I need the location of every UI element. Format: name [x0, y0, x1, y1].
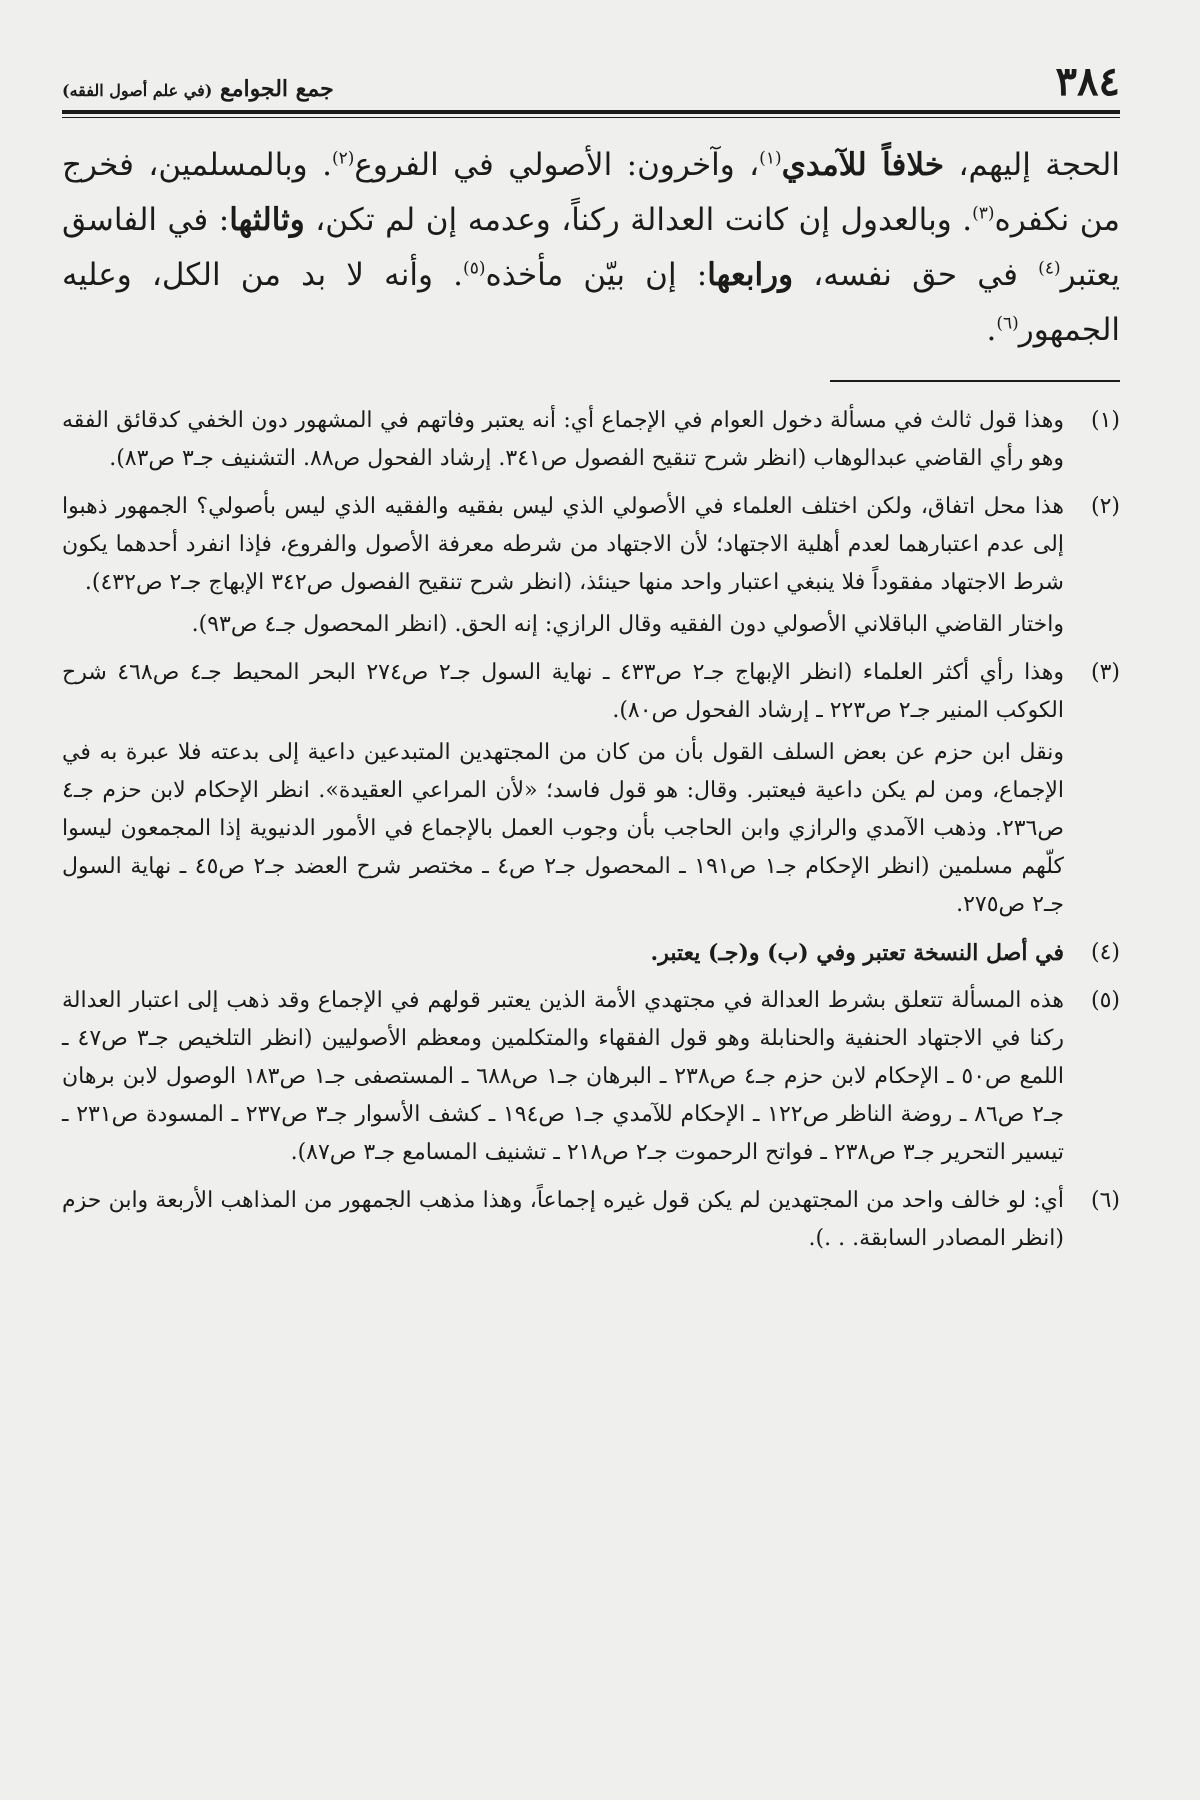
main-text-segment: وبالمسلمين، فخرج من نكفره — [62, 147, 1120, 238]
footnote-paragraph: هذه المسألة تتعلق بشرط العدالة في مجتهدي الأمة الذين يعتبر قولهم في الإجماع وقد ذهب إلى اعتبار العدالة ركنا في الاجتهاد الحنفية والحنابلة وهو قول الفقهاء والمتكلمين ومعظم الأصوليين (انظر التلخيص جـ٣ ص٤٧ ـ اللمع ص٥٠ ـ الإحكام لابن حزم جـ٤ ص٢٣٨ ـ البرهان جـ١ ص٦٨٨ ـ المستصفى جـ١ ص١٨٣ الوصول لابن برهان جـ٢ ص٨٦ ـ روضة الناظر ص١٢٢ ـ الإحكام للآمدي جـ١ ص١٩٤ ـ كشف الأسوار جـ٣ ص٢٣٧ ـ المسودة ص٢٣١ ـ تيسير التحرير جـ٣ ص٢٣٨ ـ فواتح الرحموت جـ٢ ص٢١٨ ـ تشنيف المسامع جـ٣ ص٨٧). — [62, 988, 1065, 1165]
footnote-number: (٢) — [1090, 494, 1120, 519]
footnote-paragraph: واختار القاضي الباقلاني الأصولي دون الفقيه وقال الرازي: إنه الحق. (انظر المحصول جـ٤ ص٩٣). — [191, 612, 1064, 637]
footnote-paragraph: هذا محل اتفاق، ولكن اختلف العلماء في الأصولي الذي ليس بفقيه والفقيه الذي ليس بأصولي؟ الجمهور ذهبوا إلى عدم اعتبارهما لعدم أهلية الاجتهاد؛ لأن الاجتهاد من شرطه معرفة الأصول والفروع، فإذا انفرد أحدهما يكون شرط الاجتهاد مفقوداً فلا ينبغي اعتبار واحد منها حينئذ، (انظر شرح تنقيح الفصول ص٣٤٢ الإبهاج جـ٢ ص٤٣٢). — [62, 494, 1064, 595]
main-text-segment: : إن بيّن — [583, 257, 708, 293]
footnote — [62, 1182, 1120, 1262]
footnote-paragraph: وهذا رأي أكثر العلماء (انظر الإبهاج جـ٢ ص٤٣٣ ـ نهاية السول جـ٢ ص٢٧٤ البحر المحيط جـ٤ ص٤٦٨ شرح الكوكب المنير جـ٢ ص٢٢٣ ـ إرشاد الفحول ص٨٠). — [62, 660, 1065, 723]
main-text-bold: خلافاً للآمدي — [781, 147, 945, 183]
footnote — [62, 654, 1120, 928]
footnote-paragraph: وهذا قول ثالث في مسألة دخول العوام في الإجماع أي: أنه يعتبر وفاتهم في المشهور دون الخفي كدقائق الفقه وهو رأي القاضي عبدالوهاب (انظر شرح تنقيح الفصول ص٣٤١. إرشاد الفحول ص٨٨. التشنيف جـ٣ ص٨٣). — [62, 408, 1064, 471]
footnote-number: (٤) — [1090, 940, 1120, 965]
footnote — [62, 402, 1120, 482]
main-text-segment: في حق نفسه، — [793, 257, 1039, 293]
main-text-segment: : في الفاسق يعتبر — [62, 202, 1120, 293]
footnote-number: (٥) — [1090, 988, 1120, 1013]
book-title: جمع الجوامع — [220, 76, 334, 102]
footnote-number: (٣) — [1090, 660, 1120, 685]
footnote-number: (١) — [1090, 408, 1120, 433]
footnote — [62, 982, 1120, 1176]
main-text-segment: الحجة إليهم، — [944, 147, 1120, 183]
page-header — [62, 52, 1120, 105]
footnotes-section — [62, 402, 1120, 1262]
footnote — [62, 488, 1120, 648]
header-rule-thick — [62, 110, 1120, 114]
footnote-number: (٦) — [1090, 1188, 1120, 1213]
footnote-ref[interactable]: (٤) — [1038, 258, 1061, 279]
footnote-paragraph: في أصل النسخة تعتبر وفي (ب) و(جـ) يعتبر. — [650, 940, 1064, 966]
footnote-text — [62, 402, 1064, 482]
footnote-text — [62, 654, 1064, 928]
book-subtitle: (في علم أصول الفقه) — [62, 81, 213, 100]
running-title — [62, 76, 334, 102]
footnote-separator-wrap — [62, 358, 1120, 402]
footnote-ref[interactable]: (١) — [759, 148, 782, 169]
main-text-segment: إن لم تكن، — [304, 202, 458, 238]
page-number: ٣٨٤ — [1055, 58, 1120, 105]
footnote-ref[interactable]: (٥) — [463, 258, 486, 279]
footnote-text — [62, 488, 1064, 648]
header-rule-thin — [62, 117, 1120, 118]
footnote-text — [62, 1182, 1064, 1262]
main-text-segment: . وبالعدول إن كانت العدالة ركناً، وعدمه — [467, 202, 973, 238]
footnote-ref[interactable]: (٦) — [996, 313, 1019, 334]
footnote-ref[interactable]: (٣) — [972, 203, 995, 224]
main-text-segment: ، وآخرون: الأصولي في الفروع — [354, 147, 760, 183]
footnote-paragraph: ونقل ابن حزم عن بعض السلف القول بأن من كان من المجتهدين المتبدعين داعية إلى بدعته فلا عبرة به في الإجماع، ومن لم يكن داعية فيعتبر. وقال: هو قول فاسد؛ «لأن المراعي العقيدة». انظر الإحكام لابن حزم جـ٤ ص٢٣٦. وذهب الآمدي والرازي وابن الحاجب بأن وجوب العمل بالإجماع في الأمور الدنيوية إذا المجمعون ليسوا كلّهم مسلمين (انظر الإحكام جـ١ ص١٩١ ـ المحصول جـ٢ ص٤ ـ مختصر شرح العضد جـ٢ ص٤٥ ـ نهاية السول جـ٢ ص٢٧٥. — [62, 740, 1064, 917]
footnote-text — [62, 934, 1064, 976]
footnote-ref[interactable]: (٢) — [331, 148, 355, 169]
footnote-paragraph: أي: لو خالف واحد من المجتهدين لم يكن قول غيره إجماعاً، وهذا مذهب الجمهور من المذاهب الأربعة وابن حزم (انظر المصادر السابقة. . .). — [62, 1188, 1064, 1251]
main-text-bold: وثالثها — [229, 202, 305, 238]
main-text-segment: . — [322, 147, 332, 183]
main-text — [62, 138, 1120, 358]
footnote-separator — [830, 380, 1120, 382]
footnote-text — [62, 982, 1064, 1176]
footnote — [62, 934, 1120, 976]
main-text-segment: مأخذه — [485, 257, 564, 293]
main-text-segment: . — [986, 312, 997, 348]
main-text-segment: . وأنه لا بد من الكل، وعليه الجمهور — [62, 257, 1120, 348]
main-text-bold: ورابعها — [707, 257, 794, 293]
